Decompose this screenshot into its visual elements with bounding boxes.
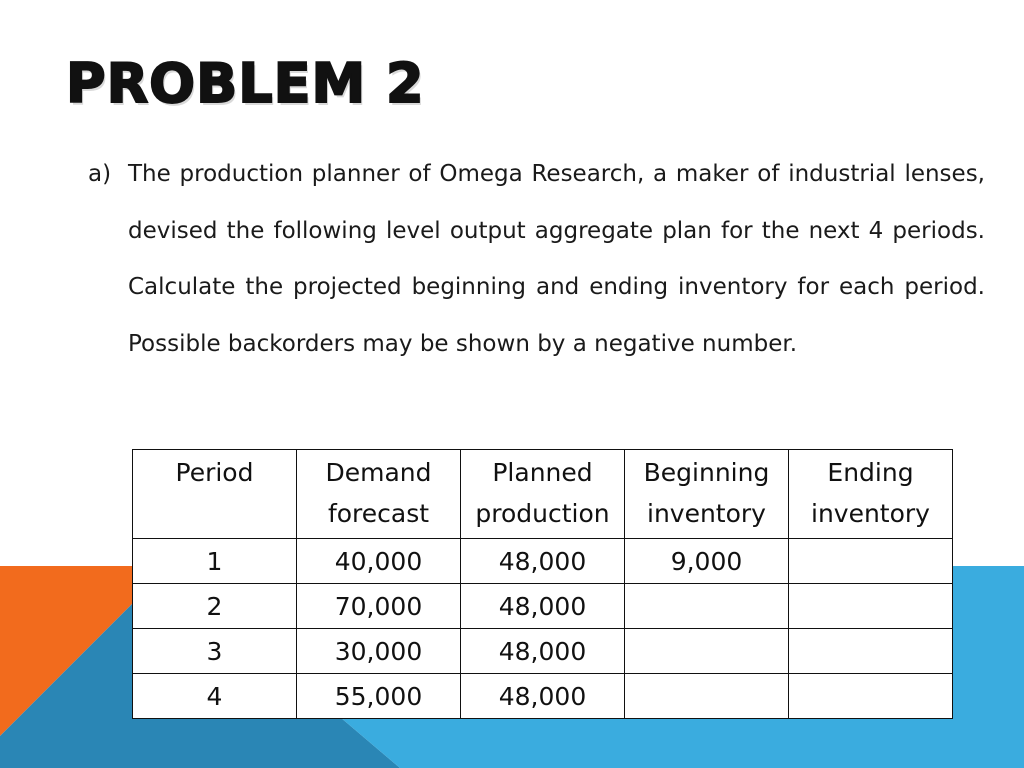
- cell-period: 4: [133, 674, 297, 719]
- cell-beginning-inventory: [625, 584, 789, 629]
- cell-demand-forecast: 30,000: [297, 629, 461, 674]
- cell-ending-inventory: [789, 539, 953, 584]
- aggregate-plan-table: [132, 449, 953, 719]
- table-row: [133, 539, 953, 584]
- cell-demand-forecast: 40,000: [297, 539, 461, 584]
- header-planned-production: Planned production: [461, 450, 625, 539]
- cell-planned-production: 48,000: [461, 539, 625, 584]
- slide-title: PROBLEM 2: [66, 52, 425, 115]
- cell-beginning-inventory: [625, 629, 789, 674]
- header-ending-inventory: Ending inventory: [789, 450, 953, 539]
- table-header-row: [133, 450, 953, 539]
- table-row: [133, 629, 953, 674]
- cell-ending-inventory: [789, 584, 953, 629]
- header-demand-forecast: Demand forecast: [297, 450, 461, 539]
- cell-beginning-inventory: [625, 674, 789, 719]
- header-beginning-inventory: Beginning inventory: [625, 450, 789, 539]
- header-period: Period: [133, 450, 297, 539]
- cell-demand-forecast: 70,000: [297, 584, 461, 629]
- list-marker: a): [88, 161, 112, 187]
- cell-demand-forecast: 55,000: [297, 674, 461, 719]
- cell-ending-inventory: [789, 674, 953, 719]
- cell-planned-production: 48,000: [461, 584, 625, 629]
- problem-statement: [88, 146, 985, 372]
- cell-planned-production: 48,000: [461, 629, 625, 674]
- table-row: [133, 674, 953, 719]
- cell-period: 3: [133, 629, 297, 674]
- cell-period: 2: [133, 584, 297, 629]
- cell-ending-inventory: [789, 629, 953, 674]
- table-row: [133, 584, 953, 629]
- cell-planned-production: 48,000: [461, 674, 625, 719]
- problem-text: The production planner of Omega Research, a maker of industrial lenses, devised the following level output aggregate plan for the next 4 periods. Calculate the projected beginning and ending inventory for each period. Possible backorders may be shown by a negative number.: [128, 161, 985, 357]
- cell-period: 1: [133, 539, 297, 584]
- cell-beginning-inventory: 9,000: [625, 539, 789, 584]
